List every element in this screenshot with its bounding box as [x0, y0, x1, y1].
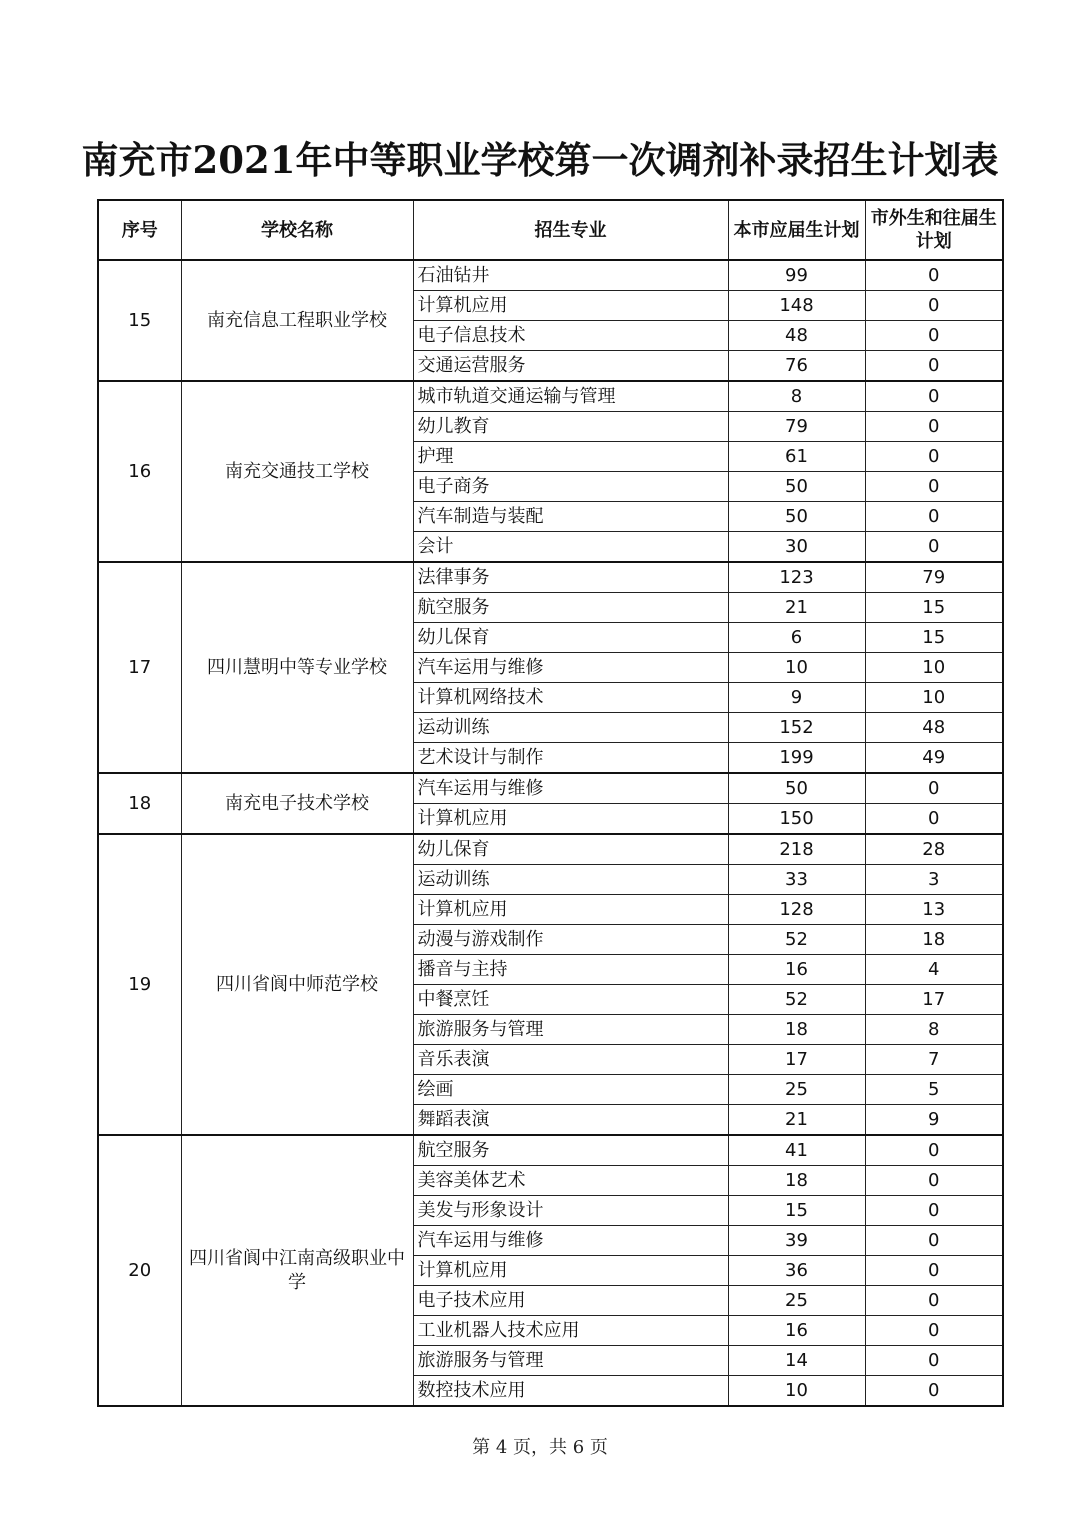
external-plan-value: 8 [865, 1015, 1003, 1045]
major-name: 会计 [413, 532, 728, 563]
row-index: 19 [98, 834, 181, 1135]
local-plan-value: 218 [728, 834, 865, 865]
major-name: 播音与主持 [413, 955, 728, 985]
local-plan-value: 6 [728, 623, 865, 653]
major-name: 电子技术应用 [413, 1286, 728, 1316]
local-plan-value: 148 [728, 291, 865, 321]
local-plan-value: 61 [728, 442, 865, 472]
major-name: 护理 [413, 442, 728, 472]
major-name: 交通运营服务 [413, 351, 728, 382]
external-plan-value: 5 [865, 1075, 1003, 1105]
page-number: 第 4 页，共 6 页 [472, 1437, 608, 1458]
major-name: 汽车运用与维修 [413, 653, 728, 683]
major-name: 运动训练 [413, 865, 728, 895]
local-plan-value: 18 [728, 1015, 865, 1045]
external-plan-value: 0 [865, 1346, 1003, 1376]
external-plan-value: 4 [865, 955, 1003, 985]
local-plan-value: 150 [728, 804, 865, 835]
major-name: 航空服务 [413, 1135, 728, 1166]
external-plan-value: 0 [865, 412, 1003, 442]
external-plan-value: 0 [865, 1196, 1003, 1226]
school-name: 四川慧明中等专业学校 [181, 562, 413, 773]
local-plan-value: 199 [728, 743, 865, 774]
major-name: 绘画 [413, 1075, 728, 1105]
table-row [98, 260, 1003, 291]
table-row [98, 381, 1003, 412]
external-plan-value: 15 [865, 593, 1003, 623]
enrollment-plan-table [97, 199, 1004, 1407]
major-name: 音乐表演 [413, 1045, 728, 1075]
local-plan-value: 50 [728, 773, 865, 804]
external-plan-value: 13 [865, 895, 1003, 925]
major-name: 计算机应用 [413, 291, 728, 321]
external-plan-value: 0 [865, 1316, 1003, 1346]
school-name: 南充交通技工学校 [181, 381, 413, 562]
external-plan-value: 9 [865, 1105, 1003, 1136]
local-plan-value: 123 [728, 562, 865, 593]
external-plan-value: 0 [865, 532, 1003, 563]
external-plan-value: 0 [865, 442, 1003, 472]
local-plan-value: 30 [728, 532, 865, 563]
external-plan-value: 10 [865, 683, 1003, 713]
external-plan-value: 17 [865, 985, 1003, 1015]
local-plan-value: 8 [728, 381, 865, 412]
external-plan-value: 0 [865, 1135, 1003, 1166]
major-name: 幼儿教育 [413, 412, 728, 442]
local-plan-value: 41 [728, 1135, 865, 1166]
external-plan-value: 49 [865, 743, 1003, 774]
local-plan-value: 152 [728, 713, 865, 743]
page-title: 南充市2021年中等职业学校第一次调剂补录招生计划表 [81, 138, 999, 182]
table-row [98, 773, 1003, 804]
local-plan-value: 9 [728, 683, 865, 713]
local-plan-value: 25 [728, 1286, 865, 1316]
local-plan-value: 15 [728, 1196, 865, 1226]
table-row [98, 834, 1003, 865]
row-index: 16 [98, 381, 181, 562]
major-name: 汽车制造与装配 [413, 502, 728, 532]
local-plan-value: 10 [728, 653, 865, 683]
major-name: 计算机应用 [413, 895, 728, 925]
external-plan-value: 15 [865, 623, 1003, 653]
table-row [98, 562, 1003, 593]
local-plan-value: 14 [728, 1346, 865, 1376]
header-school: 学校名称 [181, 200, 413, 260]
local-plan-value: 16 [728, 1316, 865, 1346]
major-name: 动漫与游戏制作 [413, 925, 728, 955]
local-plan-value: 10 [728, 1376, 865, 1407]
major-name: 电子信息技术 [413, 321, 728, 351]
major-name: 数控技术应用 [413, 1376, 728, 1407]
row-index: 18 [98, 773, 181, 834]
row-index: 15 [98, 260, 181, 381]
major-name: 中餐烹饪 [413, 985, 728, 1015]
external-plan-value: 10 [865, 653, 1003, 683]
major-name: 幼儿保育 [413, 623, 728, 653]
major-name: 美容美体艺术 [413, 1166, 728, 1196]
local-plan-value: 79 [728, 412, 865, 442]
local-plan-value: 17 [728, 1045, 865, 1075]
external-plan-value: 0 [865, 1226, 1003, 1256]
local-plan-value: 21 [728, 593, 865, 623]
external-plan-value: 0 [865, 502, 1003, 532]
row-index: 17 [98, 562, 181, 773]
major-name: 舞蹈表演 [413, 1105, 728, 1136]
local-plan-value: 50 [728, 502, 865, 532]
local-plan-value: 128 [728, 895, 865, 925]
external-plan-value: 0 [865, 773, 1003, 804]
local-plan-value: 52 [728, 925, 865, 955]
major-name: 艺术设计与制作 [413, 743, 728, 774]
external-plan-value: 0 [865, 1256, 1003, 1286]
major-name: 计算机应用 [413, 1256, 728, 1286]
school-name: 四川省阆中江南高级职业中学 [181, 1135, 413, 1406]
external-plan-value: 0 [865, 321, 1003, 351]
major-name: 石油钻井 [413, 260, 728, 291]
local-plan-value: 25 [728, 1075, 865, 1105]
table-body [98, 260, 1003, 1406]
external-plan-value: 0 [865, 1286, 1003, 1316]
local-plan-value: 48 [728, 321, 865, 351]
external-plan-value: 0 [865, 291, 1003, 321]
external-plan-value: 0 [865, 351, 1003, 382]
external-plan-value: 3 [865, 865, 1003, 895]
local-plan-value: 36 [728, 1256, 865, 1286]
external-plan-value: 7 [865, 1045, 1003, 1075]
local-plan-value: 76 [728, 351, 865, 382]
major-name: 法律事务 [413, 562, 728, 593]
header-local-plan: 本市应届生计划 [728, 200, 865, 260]
major-name: 计算机网络技术 [413, 683, 728, 713]
major-name: 旅游服务与管理 [413, 1346, 728, 1376]
external-plan-value: 0 [865, 804, 1003, 835]
table-row [98, 1135, 1003, 1166]
header-major: 招生专业 [413, 200, 728, 260]
external-plan-value: 0 [865, 1376, 1003, 1407]
school-name: 南充信息工程职业学校 [181, 260, 413, 381]
local-plan-value: 33 [728, 865, 865, 895]
local-plan-value: 50 [728, 472, 865, 502]
local-plan-value: 18 [728, 1166, 865, 1196]
local-plan-value: 39 [728, 1226, 865, 1256]
local-plan-value: 99 [728, 260, 865, 291]
external-plan-value: 48 [865, 713, 1003, 743]
school-name: 四川省阆中师范学校 [181, 834, 413, 1135]
major-name: 美发与形象设计 [413, 1196, 728, 1226]
external-plan-value: 18 [865, 925, 1003, 955]
external-plan-value: 0 [865, 381, 1003, 412]
major-name: 旅游服务与管理 [413, 1015, 728, 1045]
major-name: 计算机应用 [413, 804, 728, 835]
local-plan-value: 21 [728, 1105, 865, 1136]
external-plan-value: 28 [865, 834, 1003, 865]
major-name: 工业机器人技术应用 [413, 1316, 728, 1346]
school-name: 南充电子技术学校 [181, 773, 413, 834]
header-external-plan: 市外生和往届生计划 [865, 200, 1003, 260]
external-plan-value: 0 [865, 1166, 1003, 1196]
table-header [98, 200, 1003, 260]
local-plan-value: 16 [728, 955, 865, 985]
local-plan-value: 52 [728, 985, 865, 1015]
major-name: 汽车运用与维修 [413, 773, 728, 804]
external-plan-value: 0 [865, 260, 1003, 291]
major-name: 汽车运用与维修 [413, 1226, 728, 1256]
external-plan-value: 0 [865, 472, 1003, 502]
major-name: 幼儿保育 [413, 834, 728, 865]
external-plan-value: 79 [865, 562, 1003, 593]
major-name: 城市轨道交通运输与管理 [413, 381, 728, 412]
major-name: 电子商务 [413, 472, 728, 502]
major-name: 运动训练 [413, 713, 728, 743]
major-name: 航空服务 [413, 593, 728, 623]
row-index: 20 [98, 1135, 181, 1406]
header-index: 序号 [98, 200, 181, 260]
